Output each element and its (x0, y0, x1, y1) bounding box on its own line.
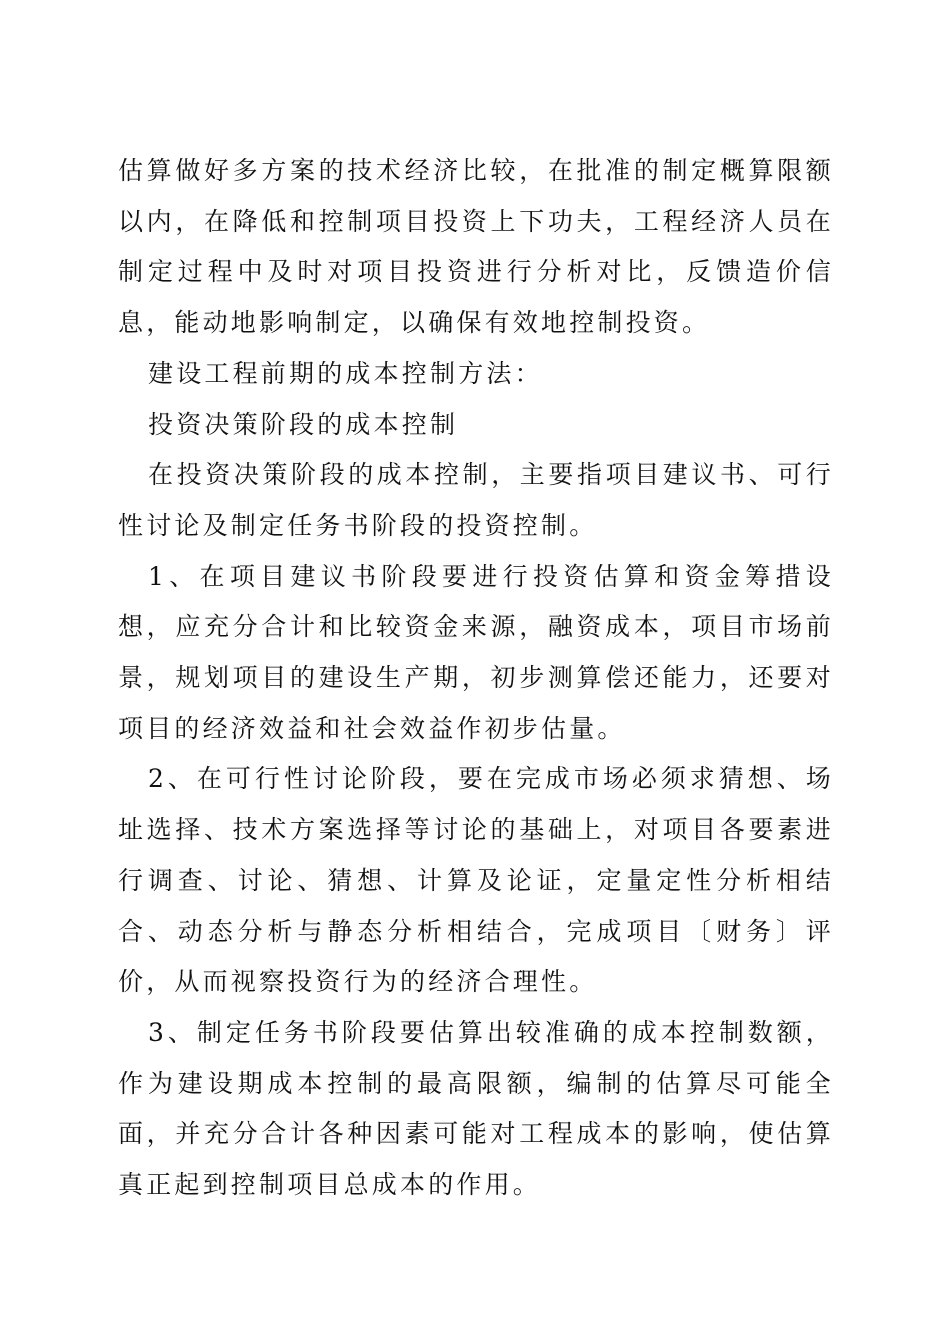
document-page (118, 146, 834, 1211)
paragraph-item-3: 3、制定任务书阶段要估算出较准确的成本控制数额，作为建设期成本控制的最高限额，编制的估算尽可能全面，并充分合计各种因素可能对工程成本的影响，使估算真正起到控制项目总成本的作用。 (118, 1017, 834, 1200)
paragraph-section-heading: 投资决策阶段的成本控制 (148, 409, 459, 439)
paragraph-item-2: 2、在可行性讨论阶段，要在完成市场必须求猜想、场址选择、技术方案选择等讨论的基础上，对项目各要素进行调查、讨论、猜想、计算及论证，定量定性分析相结合、动态分析与静态分析相结合，完成项目〔财务〕评价，从而视察投资行为的经济合理性。 (118, 764, 834, 997)
paragraph-methods-heading: 建设工程前期的成本控制方法： (148, 358, 543, 388)
paragraph-continuation: 估算做好多方案的技术经济比较，在批准的制定概算限额以内，在降低和控制项目投资上下功夫，工程经济人员在制定过程中及时对项目投资进行分析对比，反馈造价信息，能动地影响制定，以确保有效地控制投资。 (118, 156, 834, 338)
paragraph-item-1: 1、在项目建议书阶段要进行投资估算和资金筹措设想，应充分合计和比较资金来源，融资成本，项目市场前景，规划项目的建设生产期，初步测算偿还能力，还要对项目的经济效益和社会效益作初步估量。 (118, 561, 834, 743)
paragraph-intro: 在投资决策阶段的成本控制，主要指项目建议书、可行性讨论及制定任务书阶段的投资控制。 (118, 460, 834, 540)
